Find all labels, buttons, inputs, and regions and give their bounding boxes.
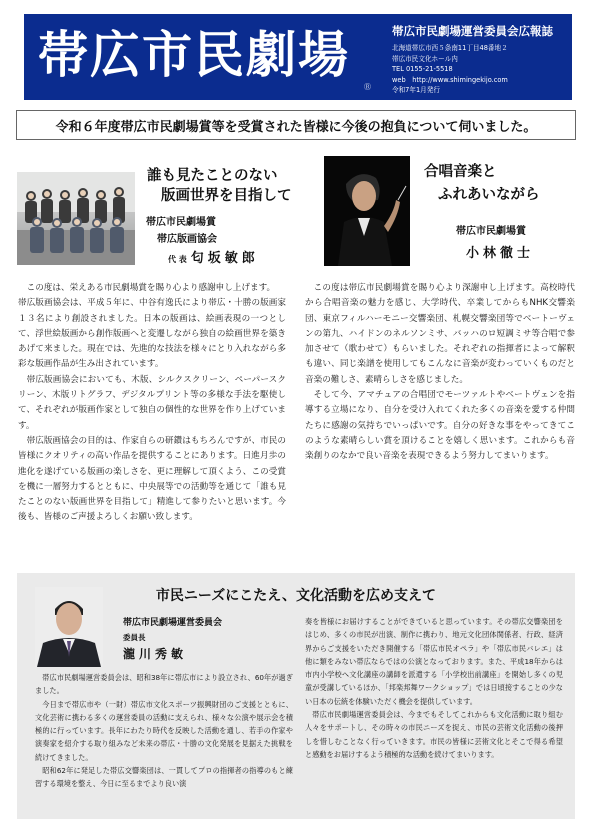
committee-org: 帯広市民劇場運営委員会 [123, 618, 223, 628]
paragraph: この度は、栄えある市民劇場賞を賜り心より感謝申し上げます。 [26, 283, 276, 293]
committee-chair-name: 瀧川秀敏 [123, 647, 188, 661]
left-feature-body [18, 281, 286, 526]
right-feature-award: 帯広市民劇場賞 [456, 226, 526, 237]
paragraph: 帯広市民劇場運営委員会は、今までもそしてこれからも文化活動に取り組む人々をサポートし、その時々の市民ニーズを捉え、市民の芸術文化活動の後押しを惜しむことなく行っていきます。市民の皆様に芸術文化とそこで得る希望と感動をお届けするよう積極的な活動を続けてまいります。 [305, 710, 563, 759]
left-feature-title-line1: 誰も見たことのない [147, 167, 278, 184]
registered-mark: Ⓡ [364, 83, 371, 91]
committee-role: 委員長 [123, 633, 146, 642]
headline-text: 令和６年度帯広市民劇場賞等を受賞された皆様に今後の抱負について伺いました。 [55, 119, 537, 135]
issue-date: 令和7年1月発行 [392, 86, 440, 95]
chairman-photo [35, 587, 103, 667]
chairman-photo-image [35, 587, 103, 667]
committee-section-title: 市民ニーズにこたえ、文化活動を広め支えて [155, 588, 437, 604]
paragraph: 帯広版画協会においても、木版、シルクスクリーン、ペーパースクリーン、木版リトグラフ、デジタルプリント等の多様な手法を駆使して、それぞれが版画作家として独自の個性的な世界を作り上げています。 [18, 374, 286, 431]
left-feature-name: 匂坂敏郎 [190, 251, 259, 266]
website-link[interactable]: web http://www.shimingekijo.com [392, 75, 508, 84]
left-feature-award: 帯広市民劇場賞 [146, 217, 216, 228]
right-feature-title-line2: ふれあいながら [438, 186, 540, 203]
paragraph: 帯広版画協会は、平成５年に、中谷有逸氏により帯広・十勝の版画家１３名により創設されました。日本の版画は、絵画表現の一つとして、浮世絵版画から創作版画へと変遷しながら独自の絵画世界を築きあげて来ました。現在では、先進的な技法を様々にとり入れながら多彩な版画作品が生み出されています。 [18, 298, 286, 370]
telephone: TEL 0155-21-5518 [392, 65, 453, 74]
committee-body-right [305, 615, 563, 761]
group-photo-image [17, 172, 135, 265]
paragraph: 帯広市民劇場運営委員会は、昭和38年に帯広市により設立され、60年が過ぎました。 [35, 673, 293, 696]
right-feature-name: 小林徹士 [466, 246, 535, 261]
right-feature-body [305, 281, 575, 465]
publisher-name: 帯広市民劇場運営委員会広報誌 [392, 24, 553, 38]
committee-body-left [35, 671, 293, 791]
paragraph: 今日まで帯広市や（一財）帯広市文化スポーツ振興財団のご支援とともに、文化芸術に携わる多くの運営委員の活動に支えられ、様々な公演や展示会を積極的に行っています。長年にわたり時代を反映した活動を通し、若手の作家や演奏家を紹介する取り組みなど未来の帯広・十勝の文化発展を見据えた挑戦を続けてきました。 [35, 699, 293, 762]
location: 帯広市民文化ホール内 [392, 54, 458, 63]
right-feature-title-line1: 合唱音楽と [424, 163, 497, 180]
headline-box [16, 110, 576, 140]
masthead-info [392, 24, 568, 96]
group-photo [17, 172, 135, 265]
left-feature-role: 代 表 [168, 255, 187, 264]
masthead-title: 帯広市民劇場 [38, 25, 350, 84]
paragraph: 昭和62年に発足した帯広交響楽団は、一貫してプロの指揮者の指導のもと練習する環境を整え、今日に至るまでより良い演 [35, 766, 293, 789]
paragraph: そして今、アマチュアの合唱団でモーツァルトやベートヴェンを指導する立場になり、自分を受け入れてくれた多くの音楽を愛する仲間たちに感謝の気持ちでいっぱいです。自分の好きな事をやってきてこのような素晴らしい賞を頂けることを嬉しく思います。これからも音楽創りのなかで良い音楽を表現できるよう努力してまいります。 [305, 390, 575, 462]
committee-section [17, 573, 575, 819]
left-feature-person [168, 247, 259, 266]
address: 北海道帯広市西５条南11丁目48番地２ [392, 44, 508, 52]
left-feature-org: 帯広版画協会 [157, 234, 217, 245]
masthead [24, 14, 572, 100]
paragraph: 帯広版画協会の目的は、作家自らの研鑽はもちろんですが、市民の皆様にクオリティの高い作品を提供することにあります。日進月歩の進化を遂げている版画の楽しさを、更に理解して頂くよう、この受賞を機に一層努力するとともに、中央展等での活動等を通じて「誰も見たことのない版画世界を目指して」精進して参りたいと思います。今後も、皆様のご声援よろしくお願い致します。 [18, 435, 286, 523]
paragraph: この度は帯広市民劇場賞を賜り心より深謝申し上げます。高校時代から合唱音楽の魅力を感じ、大学時代、卒業してからもNHK交響楽団、東京フィルハーモニー交響楽団、札幌交響楽団等でベートーヴェンの第九、ハイドンのネルソンミサ、バッハのロ短調ミサ等合唱で参加させて（歌わせて）もらいました。それぞれの指揮者によって解釈も違い、同じ楽譜を使用してもこんなに音楽が変わっていくものだと音楽の難しさ、素晴らしさを感じました。 [305, 283, 575, 385]
paragraph: 奏を皆様にお届けすることができていると思っています。その帯広交響楽団をはじめ、多くの市民が出演、制作に携わり、地元文化団体関係者、行政、経済界からご支援をいただき開催する「帯広市民オペラ」や「帯広市民バレエ」は他に類をみない帯広ならではの公演となっております。また、平成18年からは市内小学校へ文化講座の講師を派遣する「小学校出前講座」を開始し多くの児童が受講しているほか、「邦楽邦舞ワークショップ」では日頃接することの少ない日本の伝統を体験いただく機会を提供しています。 [305, 617, 563, 706]
left-feature-title-line2: 版画世界を目指して [161, 187, 292, 204]
conductor-photo [324, 156, 410, 266]
conductor-photo-image [324, 156, 410, 266]
